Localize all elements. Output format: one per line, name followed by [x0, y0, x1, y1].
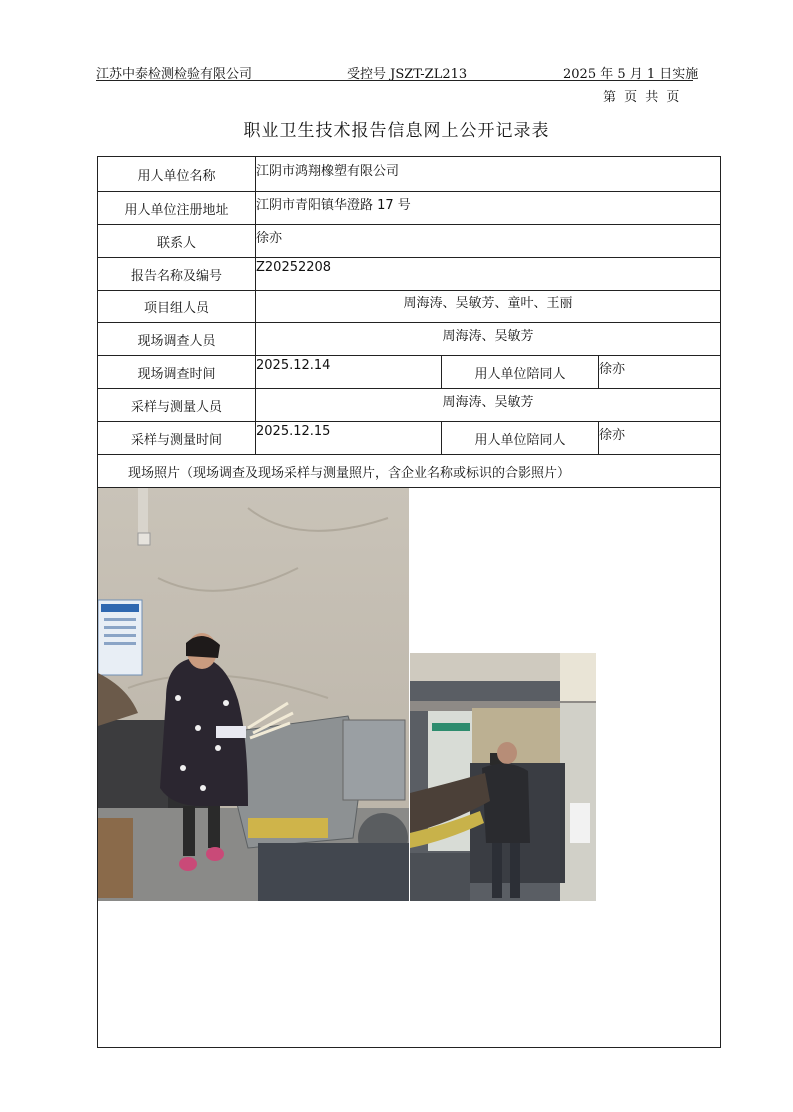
row-divider: [98, 421, 720, 422]
site-investigation-time-value: 2025.12.14: [256, 358, 331, 373]
header-effective-date: 2025 年 5 月 1 日实施: [563, 67, 699, 82]
sampling-time-label: 采样与测量时间: [130, 433, 222, 448]
site-photo-molding-machine-image: [410, 653, 596, 901]
page-info: 第 页 共 页: [603, 90, 682, 105]
sampling-staff-label: 采样与测量人员: [130, 400, 222, 415]
sampling-staff-value: 周海涛、吴敏芳: [442, 395, 534, 410]
row-divider: [98, 355, 720, 356]
site-investigation-time-label: 现场调查时间: [137, 367, 216, 382]
sampling-time-value: 2025.12.15: [256, 424, 331, 439]
site-photo-crusher: [98, 488, 409, 901]
employer-name-value: 江阴市鸿翔橡塑有限公司: [256, 164, 400, 179]
site-photo-crusher-image: [98, 488, 409, 901]
employer-address-label: 用人单位注册地址: [124, 203, 229, 218]
report-name-label: 报告名称及编号: [130, 269, 222, 284]
header-control-no: 受控号 JSZT-ZL213: [347, 67, 468, 82]
companion-label: 用人单位陪同人: [474, 367, 566, 382]
header-rule: [96, 80, 693, 81]
employer-name-label: 用人单位名称: [137, 169, 216, 184]
document-title: 职业卫生技术报告信息网上公开记录表: [243, 121, 550, 141]
companion-value: 徐亦: [599, 362, 626, 377]
contact-label: 联系人: [156, 236, 196, 251]
contact-value: 徐亦: [256, 231, 283, 246]
row-divider: [98, 454, 720, 455]
row-divider: [98, 388, 720, 389]
project-team-label: 项目组人员: [143, 301, 209, 316]
record-table: [97, 156, 721, 1048]
site-investigators-label: 现场调查人员: [137, 334, 216, 349]
header-company: 江苏中泰检测检验有限公司: [96, 67, 253, 82]
companion-value: 徐亦: [599, 428, 626, 443]
row-divider: [98, 322, 720, 323]
report-name-value: Z20252208: [256, 260, 332, 275]
site-photos-label: 现场照片（现场调查及现场采样与测量照片，含企业名称或标识的合影照片）: [128, 466, 571, 481]
employer-address-value: 江阴市青阳镇华澄路 17 号: [256, 198, 411, 213]
row-divider: [98, 290, 720, 291]
companion-label: 用人单位陪同人: [474, 433, 566, 448]
project-team-value: 周海涛、吴敏芳、童叶、王丽: [403, 296, 573, 311]
site-investigators-value: 周海涛、吴敏芳: [442, 329, 534, 344]
row-divider: [98, 191, 720, 192]
row-divider: [98, 257, 720, 258]
row-divider: [98, 224, 720, 225]
site-photo-molding-machine: [410, 653, 596, 901]
